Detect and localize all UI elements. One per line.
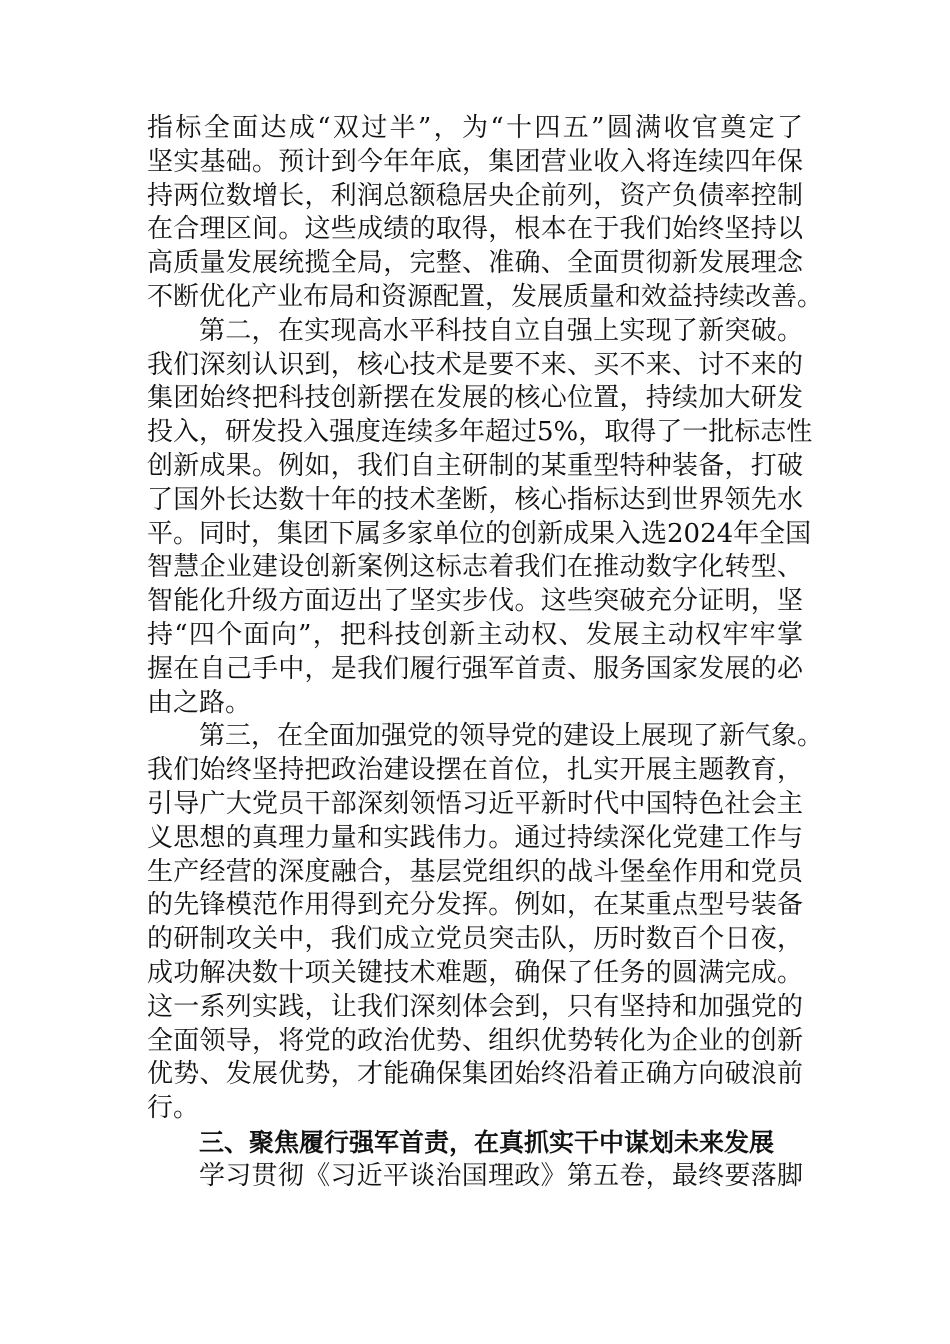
- text-line: 由之路。: [147, 687, 252, 718]
- text-line: 我们始终坚持把政治建设摆在首位，扎实开展主题教育，: [147, 755, 803, 786]
- text-line: 不断优化产业布局和资源配置，发展质量和效益持续改善。: [147, 281, 824, 312]
- section-heading: 三、聚焦履行强军首责，在真抓实干中谋划未来发展: [199, 1127, 775, 1157]
- text-line: 的研制攻关中，我们成立党员突击队，历时数百个日夜，: [147, 924, 803, 955]
- text-line: 成功解决数十项关键技术难题，确保了任务的圆满完成。: [147, 957, 803, 988]
- text-line: 智能化升级方面迈出了坚实步伐。这些突破充分证明，坚: [147, 586, 803, 617]
- text-line: 持“四个面向”，把科技创新主动权、发展主动权牢牢掌: [147, 619, 803, 650]
- text-line: 握在自己手中，是我们履行强军首责、服务国家发展的必: [147, 653, 803, 684]
- text-line: 高质量发展统揽全局，完整、准确、全面贯彻新发展理念: [147, 248, 803, 279]
- text-line: 在合理区间。这些成绩的取得，根本在于我们始终坚持以: [147, 214, 803, 245]
- paragraph-lead-line: 第二，在实现高水平科技自立自强上实现了新突破。: [199, 315, 803, 346]
- text-line: 这一系列实践，让我们深刻体会到，只有坚持和加强党的: [147, 991, 803, 1022]
- paragraph-lead-line: 学习贯彻《习近平谈治国理政》第五卷，最终要落脚: [199, 1160, 803, 1191]
- text-line: 了国外长达数十年的技术垄断，核心指标达到世界领先水: [147, 484, 803, 515]
- text-line: 生产经营的深度融合，基层党组织的战斗堡垒作用和党员: [147, 856, 803, 887]
- text-line: 的先锋模范作用得到充分发挥。例如，在某重点型号装备: [147, 890, 803, 921]
- text-line: 我们深刻认识到，核心技术是要不来、买不来、讨不来的: [147, 349, 803, 380]
- text-line: 行。: [147, 1093, 200, 1124]
- paragraph-lead-line: 第三，在全面加强党的领导党的建设上展现了新气象。: [199, 721, 824, 752]
- text-line: 智慧企业建设创新案例这标志着我们在推动数字化转型、: [147, 552, 803, 583]
- text-line: 平。同时，集团下属多家单位的创新成果入选2024年全国: [147, 518, 812, 549]
- text-line: 引导广大党员干部深刻领悟习近平新时代中国特色社会主: [147, 788, 803, 819]
- text-line: 创新成果。例如，我们自主研制的某重型特种装备，打破: [147, 450, 803, 481]
- text-line: 持两位数增长，利润总额稳居央企前列，资产负债率控制: [147, 180, 803, 211]
- body-text: [147, 112, 824, 1194]
- text-line: 投入，研发投入强度连续多年超过5%，取得了一批标志性: [147, 417, 813, 448]
- text-line: 优势、发展优势，才能确保集团始终沿着正确方向破浪前: [147, 1059, 803, 1090]
- text-line: 指标全面达成“双过半”，为“十四五”圆满收官奠定了: [147, 113, 803, 143]
- text-line: 坚实基础。预计到今年年底，集团营业收入将连续四年保: [147, 146, 803, 177]
- text-line: 义思想的真理力量和实践伟力。通过持续深化党建工作与: [147, 822, 803, 853]
- text-line: 全面领导，将党的政治优势、组织优势转化为企业的创新: [147, 1025, 803, 1056]
- text-line: 集团始终把科技创新摆在发展的核心位置，持续加大研发: [147, 383, 803, 414]
